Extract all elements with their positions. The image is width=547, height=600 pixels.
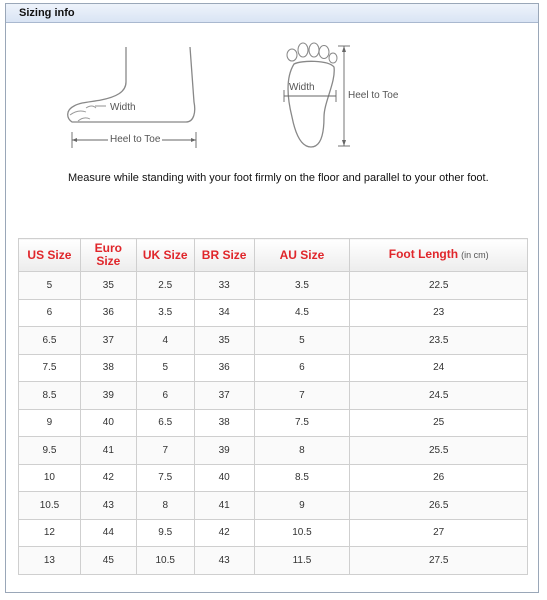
cell-us-size: 6: [19, 299, 81, 327]
cell-us-size: 6.5: [19, 327, 81, 355]
side-width-label: Width: [110, 102, 136, 113]
cell-uk-size: 5: [136, 354, 194, 382]
foot-side-view-icon: [6, 22, 538, 162]
cell-euro-size: 42: [80, 464, 136, 492]
panel-titlebar: [6, 4, 538, 23]
cell-foot-length: 26.5: [350, 492, 528, 520]
cell-us-size: 12: [19, 519, 81, 547]
table-row: [19, 272, 528, 300]
cell-foot-length: 23.5: [350, 327, 528, 355]
col-euro-size: [80, 239, 136, 272]
table-row: [19, 299, 528, 327]
cell-us-size: 10.5: [19, 492, 81, 520]
cell-euro-size: 43: [80, 492, 136, 520]
cell-uk-size: 7.5: [136, 464, 194, 492]
table-row: [19, 492, 528, 520]
col-euro-size-label: Euro Size: [94, 241, 122, 268]
cell-us-size: 9: [19, 409, 81, 437]
cell-br-size: 41: [194, 492, 254, 520]
cell-au-size: 4.5: [254, 299, 350, 327]
cell-foot-length: 26: [350, 464, 528, 492]
col-au-size: AU Size: [254, 239, 350, 272]
table-body: [19, 272, 528, 575]
table-row: [19, 382, 528, 410]
cell-foot-length: 27.5: [350, 547, 528, 575]
cell-foot-length: 22.5: [350, 272, 528, 300]
cell-au-size: 8.5: [254, 464, 350, 492]
col-foot-length-label: Foot Length: [388, 247, 459, 261]
col-foot-length: [350, 239, 528, 272]
cell-uk-size: 8: [136, 492, 194, 520]
cell-foot-length: 23: [350, 299, 528, 327]
cell-uk-size: 3.5: [136, 299, 194, 327]
top-width-label: Width: [289, 82, 315, 93]
cell-euro-size: 41: [80, 437, 136, 465]
cell-euro-size: 38: [80, 354, 136, 382]
cell-uk-size: 4: [136, 327, 194, 355]
foot-measurement-illustration: [6, 22, 538, 222]
cell-euro-size: 37: [80, 327, 136, 355]
cell-uk-size: 9.5: [136, 519, 194, 547]
table-row: [19, 464, 528, 492]
cell-foot-length: 24: [350, 354, 528, 382]
cell-euro-size: 35: [80, 272, 136, 300]
cell-au-size: 9: [254, 492, 350, 520]
cell-br-size: 42: [194, 519, 254, 547]
cell-foot-length: 24.5: [350, 382, 528, 410]
cell-us-size: 13: [19, 547, 81, 575]
cell-uk-size: 2.5: [136, 272, 194, 300]
cell-au-size: 7.5: [254, 409, 350, 437]
table-row: [19, 437, 528, 465]
cell-br-size: 43: [194, 547, 254, 575]
cell-us-size: 8.5: [19, 382, 81, 410]
cell-au-size: 5: [254, 327, 350, 355]
cell-au-size: 11.5: [254, 547, 350, 575]
cell-au-size: 8: [254, 437, 350, 465]
cell-au-size: 7: [254, 382, 350, 410]
size-chart-table: [18, 238, 528, 575]
cell-us-size: 5: [19, 272, 81, 300]
table-header-row: [19, 239, 528, 272]
cell-br-size: 36: [194, 354, 254, 382]
cell-uk-size: 6.5: [136, 409, 194, 437]
cell-br-size: 34: [194, 299, 254, 327]
cell-us-size: 9.5: [19, 437, 81, 465]
cell-au-size: 10.5: [254, 519, 350, 547]
table-row: [19, 327, 528, 355]
cell-br-size: 39: [194, 437, 254, 465]
cell-br-size: 33: [194, 272, 254, 300]
cell-au-size: 6: [254, 354, 350, 382]
table-row: [19, 547, 528, 575]
table-row: [19, 519, 528, 547]
col-br-size: BR Size: [194, 239, 254, 272]
cell-uk-size: 7: [136, 437, 194, 465]
cell-euro-size: 40: [80, 409, 136, 437]
cell-foot-length: 25.5: [350, 437, 528, 465]
table-row: [19, 354, 528, 382]
col-us-size: US Size: [19, 239, 81, 272]
top-length-label: Heel to Toe: [348, 90, 399, 101]
cell-br-size: 38: [194, 409, 254, 437]
cell-euro-size: 39: [80, 382, 136, 410]
table-row: [19, 409, 528, 437]
cell-us-size: 7.5: [19, 354, 81, 382]
cell-uk-size: 10.5: [136, 547, 194, 575]
cell-br-size: 40: [194, 464, 254, 492]
cell-foot-length: 27: [350, 519, 528, 547]
cell-foot-length: 25: [350, 409, 528, 437]
cell-euro-size: 36: [80, 299, 136, 327]
panel-title: Sizing info: [19, 7, 75, 19]
col-foot-length-unit: (in cm): [461, 250, 489, 260]
cell-au-size: 3.5: [254, 272, 350, 300]
side-length-label: Heel to Toe: [110, 134, 161, 145]
cell-br-size: 35: [194, 327, 254, 355]
measurement-instruction: Measure while standing with your foot firmly on the floor and parallel to your other foot.: [68, 172, 489, 184]
cell-uk-size: 6: [136, 382, 194, 410]
cell-us-size: 10: [19, 464, 81, 492]
cell-br-size: 37: [194, 382, 254, 410]
cell-euro-size: 45: [80, 547, 136, 575]
col-uk-size: UK Size: [136, 239, 194, 272]
cell-euro-size: 44: [80, 519, 136, 547]
